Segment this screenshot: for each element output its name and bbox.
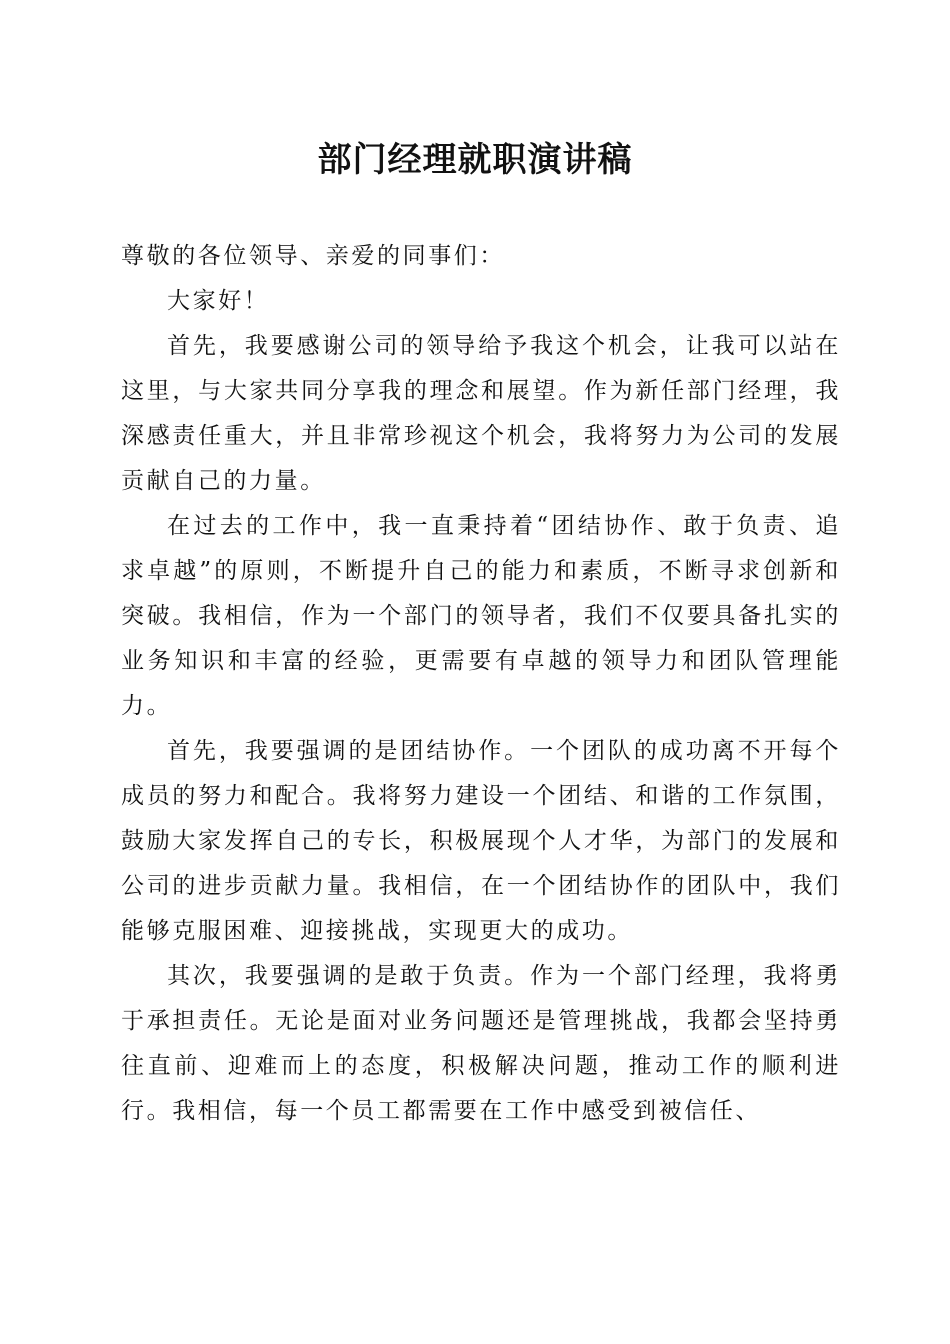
document-body bbox=[121, 234, 841, 1134]
paragraph-responsibility: 其次，我要强调的是敢于负责。作为一个部门经理，我将勇于承担责任。无论是面对业务问题还是管理挑战，我都会坚持勇往直前、迎难而上的态度，积极解决问题，推动工作的顺利进行。我相信，每一个员工都需要在工作中感受到被信任、 bbox=[121, 963, 841, 1124]
paragraph-teamwork: 首先，我要强调的是团结协作。一个团队的成功离不开每个成员的努力和配合。我将努力建设一个团结、和谐的工作氛围，鼓励大家发挥自己的专长，积极展现个人才华，为部门的发展和公司的进步贡献力量。我相信，在一个团结协作的团队中，我们能够克服困难、迎接挑战，实现更大的成功。 bbox=[121, 738, 841, 944]
salutation: 尊敬的各位领导、亲爱的同事们： bbox=[121, 243, 505, 269]
paragraph-greeting: 大家好！ bbox=[167, 288, 270, 314]
paragraph-thanks: 首先，我要感谢公司的领导给予我这个机会，让我可以站在这里，与大家共同分享我的理念和展望。作为新任部门经理，我深感责任重大，并且非常珍视这个机会，我将努力为公司的发展贡献自己的力量。 bbox=[121, 333, 841, 494]
document-title: 部门经理就职演讲稿 bbox=[317, 140, 633, 180]
paragraph-principles: 在过去的工作中，我一直秉持着“团结协作、敢于负责、追求卓越”的原则，不断提升自己的能力和素质，不断寻求创新和突破。我相信，作为一个部门的领导者，我们不仅要具备扎实的业务知识和丰富的经验，更需要有卓越的领导力和团队管理能力。 bbox=[121, 513, 841, 719]
